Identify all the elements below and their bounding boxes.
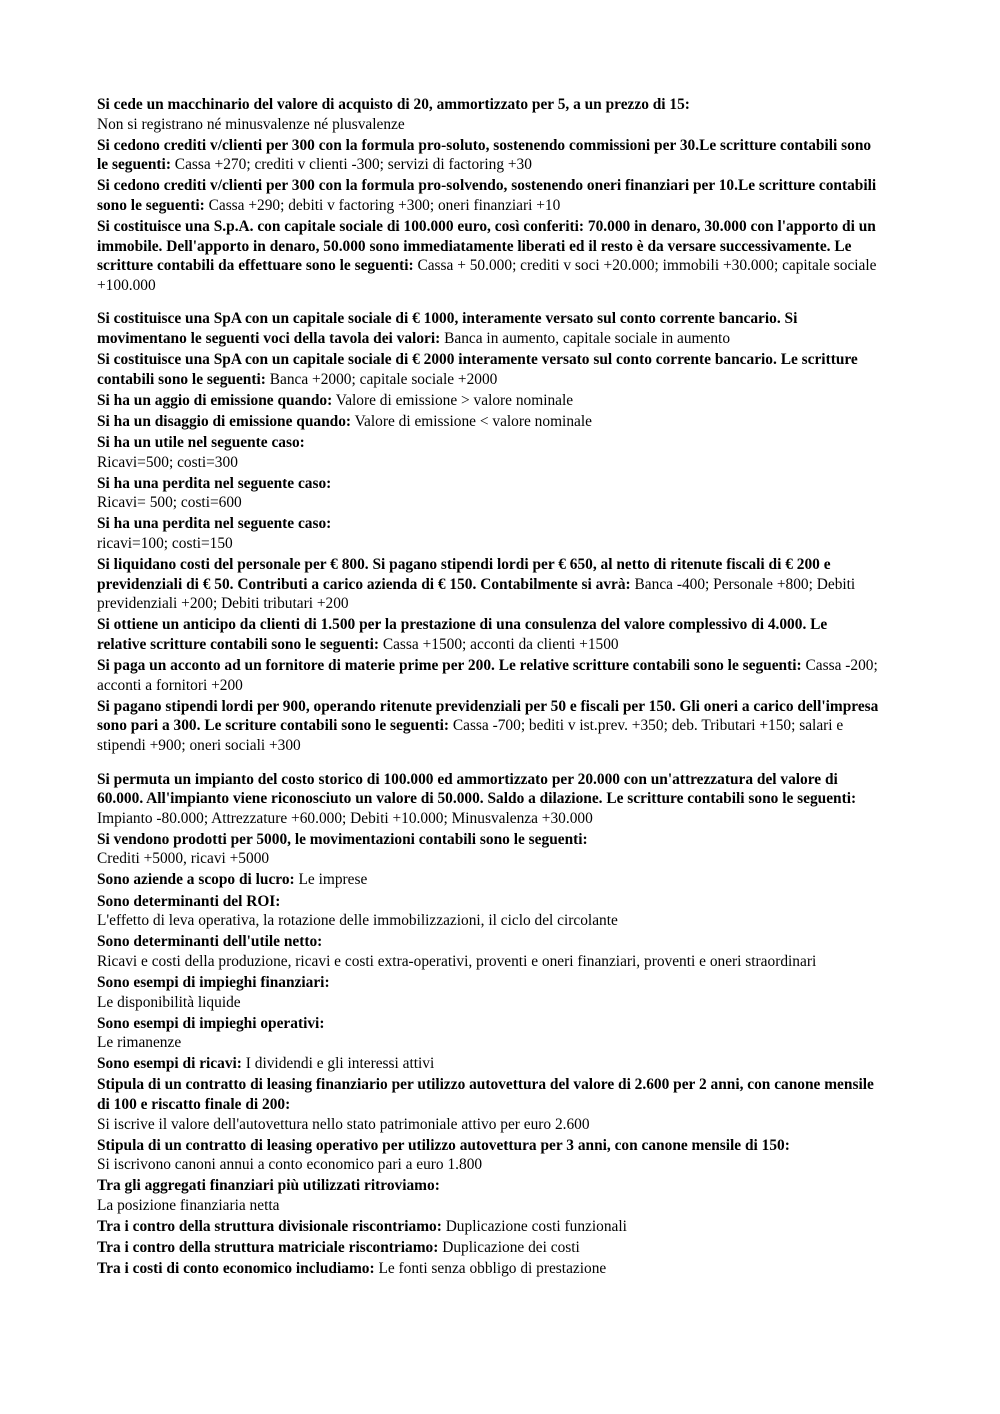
question-text: Si ha un disaggio di emissione quando: [97,412,352,430]
qa-entry [97,770,880,829]
answer-text: Le fonti senza obbligo di prestazione [374,1260,607,1278]
answer-text: L'effetto di leva operativa, la rotazione delle immobilizzazioni, il ciclo del circolante [97,912,618,930]
question-text: Sono determinanti dell'utile netto: [97,933,323,951]
qa-entry [97,1259,880,1279]
qa-entry [97,932,880,971]
qa-entry [97,95,880,134]
answer-text: Le imprese [294,871,368,889]
question-text: Sono determinanti del ROI: [97,892,281,910]
question-text: Si costituisce una S.p.A. con capitale sociale di 100.000 euro, così conferiti: 70.000 in denaro, 30.000 con l'apporto di un immobile. Dell'apporto in denaro, 50.000 sono immediatamente liberati ed il resto è da versare successivamente. Le scritture contabili da effettuare sono le seguenti: [97,218,876,275]
qa-entry [97,892,880,931]
question-text: Sono aziende a scopo di lucro: [97,871,295,889]
question-text: Si pagano stipendi lordi per 900, operando ritenute previdenziali per 50 e fiscali per 150. Gli oneri a carico dell'impresa sono pari a 300. Le scriture contabili sono le seguenti: [97,697,879,735]
qa-entry [97,433,880,472]
answer-text: ricavi=100; costi=150 [97,534,233,552]
answer-text: Cassa -200; acconti a fornitori +200 [97,657,878,694]
question-text: Si cedono crediti v/clienti per 300 con la formula pro-soluto, sostenendo commissioni per 30.Le scritture contabili sono le seguenti: [97,136,872,174]
question-text: Si ha una perdita nel seguente caso: [97,515,332,533]
question-text: Si permuta un impianto del costo storico di 100.000 ed ammortizzato per 20.000 con un'attrezzatura del valore di 60.000. All'impianto viene riconosciuto un valore di 50.000. Saldo a dilazione. Le scritture contabili sono le seguenti: [97,770,857,808]
qa-entry [97,1014,880,1053]
question-text: Si cedono crediti v/clienti per 300 con la formula pro-solvendo, sostenendo oneri finanziari per 10.Le scritture contabili sono le seguenti: [97,177,877,214]
answer-text: Le rimanenze [97,1034,182,1052]
qa-entry [97,412,880,432]
answer-text: Valore di emissione > valore nominale [332,391,574,409]
answer-text: Ricavi= 500; costi=600 [97,494,242,512]
qa-entry [97,1217,880,1237]
qa-entry [97,830,880,869]
qa-entry [97,656,880,695]
answer-text: Si iscrive il valore dell'autovettura nello stato patrimoniale attivo per euro 2.600 [97,1115,590,1133]
qa-entry [97,1054,880,1074]
question-text: Si liquidano costi del personale per € 800. Si pagano stipendi lordi per € 650, al netto di ritenute fiscali di € 200 e previdenziali di € 50. Contributi a carico azienda di € 150. Contabilmente si avrà: [97,556,831,593]
answer-text: Cassa +290; debiti v factoring +300; oneri finanziari +10 [204,196,561,214]
question-text: Si costituisce una SpA con un capitale sociale di € 2000 interamente versato sul conto corrente bancario. Le scritture contabili sono le seguenti: [97,351,858,388]
qa-entry [97,1136,880,1175]
answer-text: Banca in aumento, capitale sociale in aumento [440,330,731,348]
question-text: Si paga un acconto ad un fornitore di materie prime per 200. Le relative scritture contabili sono le seguenti: [97,657,802,675]
qa-entry [97,309,880,348]
question-text: Tra i costi di conto economico includiamo: [97,1260,375,1278]
question-text: Si vendono prodotti per 5000, le movimentazioni contabili sono le seguenti: [97,830,588,848]
qa-entry [97,391,880,411]
question-text: Si ha una perdita nel seguente caso: [97,474,332,492]
answer-text: Banca +2000; capitale sociale +2000 [265,370,498,388]
qa-entry [97,217,880,295]
qa-entry [97,514,880,553]
answer-text: Cassa +270; crediti v clienti -300; servizi di factoring +30 [170,156,532,174]
qa-entry [97,615,880,654]
qa-entry [97,1238,880,1258]
question-text: Sono esempi di ricavi: [97,1055,242,1073]
answer-text: Cassa +1500; acconti da clienti +1500 [378,635,619,653]
question-text: Tra gli aggregati finanziari più utilizzati ritroviamo: [97,1177,440,1195]
answer-text: Valore di emissione < valore nominale [351,412,592,430]
question-text: Si ha un aggio di emissione quando: [97,391,333,409]
question-text: Stipula di un contratto di leasing operativo per utilizzo autovettura per 3 anni, con canone mensile di 150: [97,1136,790,1154]
question-text: Si cede un macchinario del valore di acquisto di 20, ammortizzato per 5, a un prezzo di 15: [97,96,690,113]
question-text: Tra i contro della struttura matriciale riscontriamo: [97,1239,439,1257]
answer-text: Impianto -80.000; Attrezzature +60.000; Debiti +10.000; Minusvalenza +30.000 [97,809,593,827]
qa-entry [97,1176,880,1215]
answer-text: Banca -400; Personale +800; Debiti previdenziali +200; Debiti tributari +200 [97,575,856,613]
question-text: Sono esempi di impieghi finanziari: [97,973,330,991]
answer-text: Crediti +5000, ricavi +5000 [97,850,270,868]
qa-entry [97,870,880,890]
answer-text: Cassa -700; bediti v ist.prev. +350; deb. Tributari +150; salari e stipendi +900; oneri sociali +300 [97,717,844,754]
answer-text: Non si registrano né minusvalenze né plusvalenze [97,115,405,133]
qa-entry [97,176,880,215]
qa-entry [97,555,880,614]
qa-entry [97,697,880,756]
answer-text: Duplicazione costi funzionali [441,1218,627,1236]
answer-text: I dividendi e gli interessi attivi [241,1055,435,1073]
answer-text: Le disponibilità liquide [97,993,241,1011]
answer-text: Si iscrivono canoni annui a conto economico pari a euro 1.800 [97,1156,483,1174]
answer-text: Ricavi=500; costi=300 [97,453,238,471]
question-text: Sono esempi di impieghi operativi: [97,1014,325,1032]
question-text: Si ha un utile nel seguente caso: [97,434,305,451]
answer-text: Cassa + 50.000; crediti v soci +20.000; immobili +30.000; capitale sociale +100.000 [97,257,877,294]
qa-entry [97,1075,880,1134]
qa-list [97,95,880,1279]
question-text: Si costituisce una SpA con un capitale sociale di € 1000, interamente versato sul conto corrente bancario. Si movimentano le seguenti voci della tavola dei valori: [97,310,798,348]
answer-text: Duplicazione dei costi [438,1239,580,1257]
qa-entry [97,973,880,1012]
answer-text: La posizione finanziaria netta [97,1196,280,1214]
qa-entry [97,136,880,175]
question-text: Stipula di un contratto di leasing finanziario per utilizzo autovettura del valore di 2.600 per 2 anni, con canone mensile di 100 e riscatto finale di 200: [97,1076,874,1113]
qa-entry [97,350,880,389]
question-text: Si ottiene un anticipo da clienti di 1.500 per la prestazione di una consulenza del valore complessivo di 4.000. Le relative scritture contabili sono le seguenti: [97,616,828,653]
qa-entry [97,474,880,513]
answer-text: Ricavi e costi della produzione, ricavi e costi extra-operativi, proventi e oneri finanziari, proventi e oneri straordinari [97,952,817,970]
question-text: Tra i contro della struttura divisionale riscontriamo: [97,1218,442,1236]
